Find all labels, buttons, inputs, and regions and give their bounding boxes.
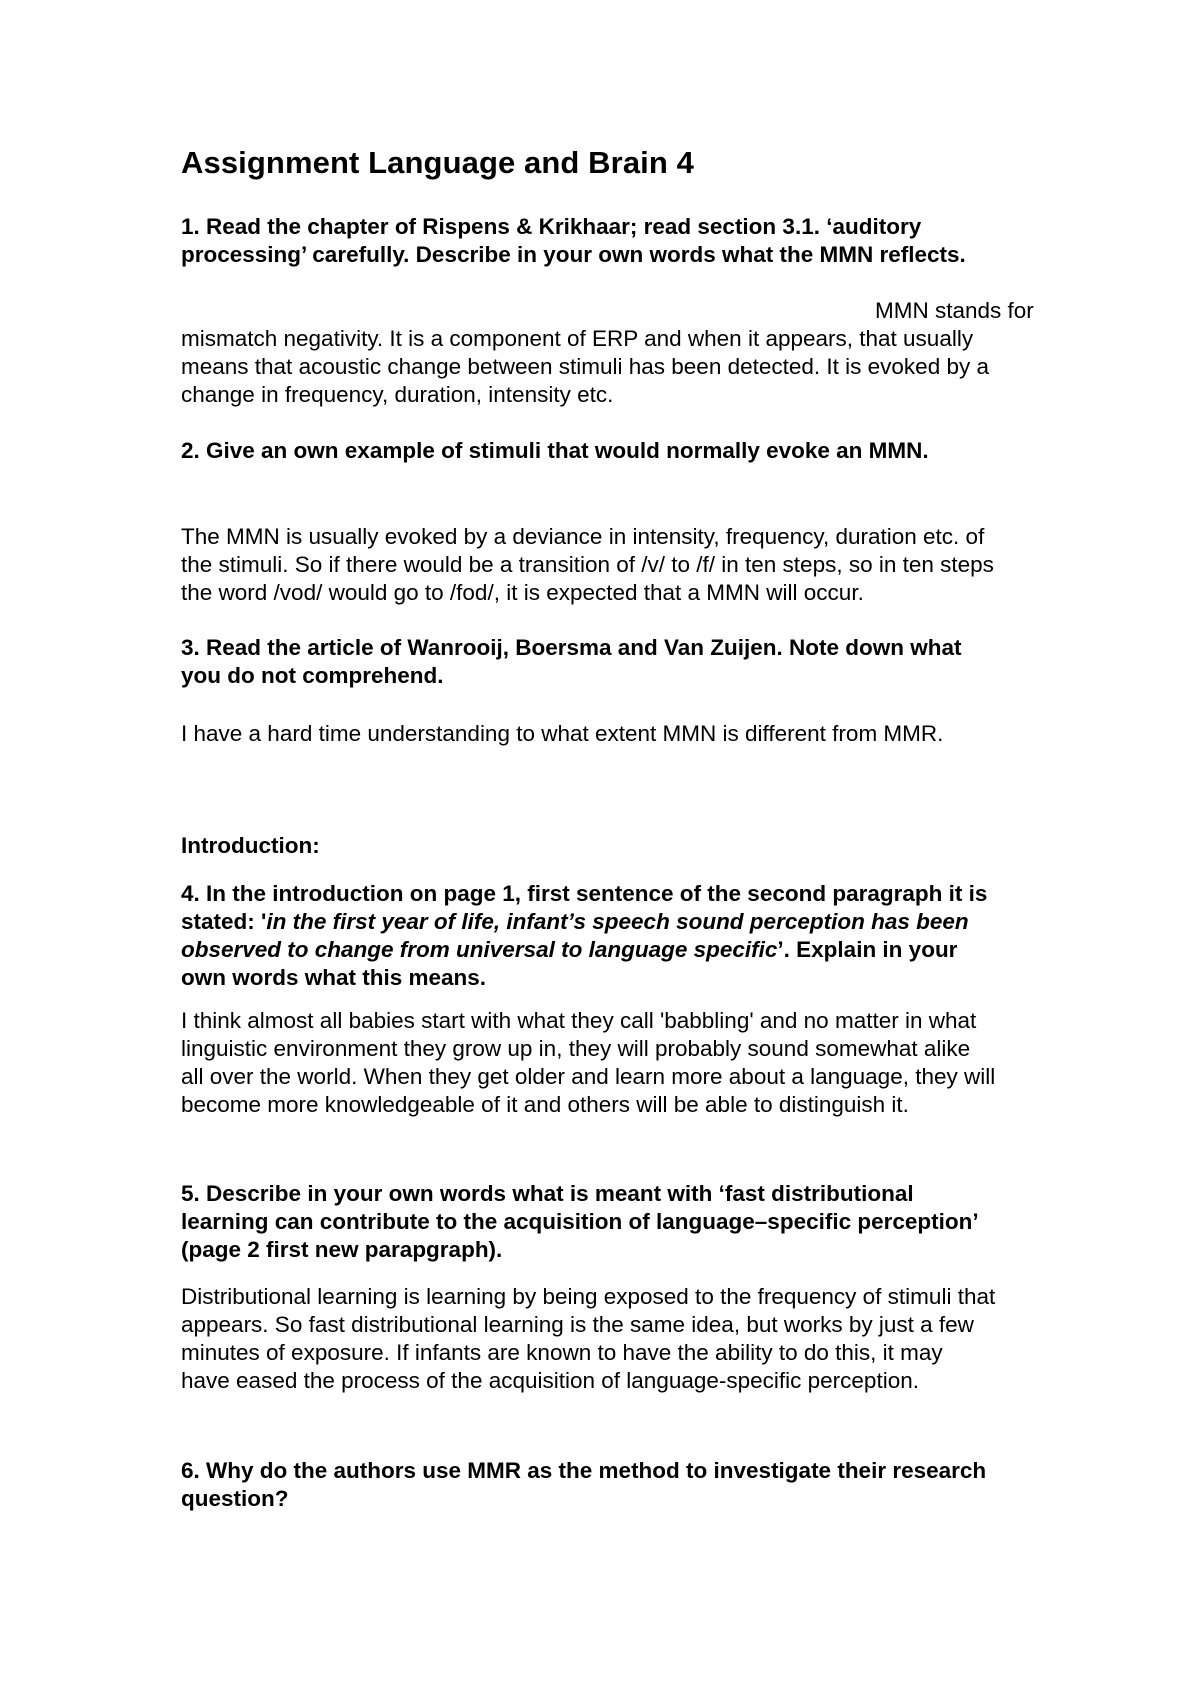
- answer-3-line: I have a hard time understanding to what extent MMN is different from MMR.: [181, 721, 944, 746]
- answer-1-lead: MMN stands for: [875, 298, 1034, 323]
- answer-5-line: appears. So fast distributional learning is the same idea, but works by just a few: [181, 1312, 974, 1337]
- question-4: [181, 880, 1081, 992]
- answer-5-line: minutes of exposure. If infants are known to have the ability to do this, it may: [181, 1340, 943, 1365]
- question-4-quote: in the first year of life, infant’s speech sound perception has been: [266, 909, 969, 934]
- question-5: [181, 1180, 1081, 1264]
- question-1-line: 1. Read the chapter of Rispens & Krikhaar; read section 3.1. ‘auditory: [181, 214, 922, 239]
- answer-5-line: Distributional learning is learning by being exposed to the frequency of stimuli that: [181, 1284, 996, 1309]
- question-4-line: [181, 936, 1081, 964]
- answer-2-line: The MMN is usually evoked by a deviance in intensity, frequency, duration etc. of: [181, 524, 985, 549]
- answer-1: [181, 297, 1081, 409]
- answer-3: [181, 720, 1081, 748]
- question-3-line: you do not comprehend.: [181, 663, 444, 688]
- question-2-line: 2. Give an own example of stimuli that would normally evoke an MMN.: [181, 438, 929, 463]
- question-4-line: 4. In the introduction on page 1, first sentence of the second paragraph it is: [181, 881, 988, 906]
- answer-2-line: the word /vod/ would go to /fod/, it is expected that a MMN will occur.: [181, 580, 864, 605]
- question-1: [181, 213, 1081, 269]
- question-4-prefix: stated: ': [181, 909, 267, 934]
- answer-4-line: all over the world. When they get older and learn more about a language, they will: [181, 1064, 996, 1089]
- question-4-quote-end: observed to change from universal to language specific: [181, 937, 778, 962]
- answer-1-line: change in frequency, duration, intensity etc.: [181, 382, 614, 407]
- answer-4-line: become more knowledgeable of it and others will be able to distinguish it.: [181, 1092, 909, 1117]
- answer-4-line: linguistic environment they grow up in, they will probably sound somewhat alike: [181, 1036, 971, 1061]
- section-heading-text: Introduction:: [181, 833, 320, 858]
- answer-5: [181, 1283, 1081, 1395]
- answer-2: [181, 523, 1081, 607]
- question-5-line: learning can contribute to the acquisition of language–specific perception’: [181, 1209, 979, 1234]
- question-4-line: [181, 908, 1081, 936]
- answer-2-line: the stimuli. So if there would be a transition of /v/ to /f/ in ten steps, so in ten steps: [181, 552, 994, 577]
- answer-4-line: I think almost all babies start with what they call 'babbling' and no matter in what: [181, 1008, 977, 1033]
- question-5-line: 5. Describe in your own words what is meant with ‘fast distributional: [181, 1181, 914, 1206]
- question-4-suffix: ’. Explain in your: [777, 937, 958, 962]
- question-6-line: 6. Why do the authors use MMR as the method to investigate their research: [181, 1458, 987, 1483]
- question-5-line: (page 2 first new parapgraph).: [181, 1237, 503, 1262]
- question-2: [181, 437, 1081, 465]
- question-6-line: question?: [181, 1486, 289, 1511]
- section-heading-introduction: [181, 832, 1081, 860]
- answer-1-line: mismatch negativity. It is a component of ERP and when it appears, that usually: [181, 326, 974, 351]
- question-4-line: own words what this means.: [181, 965, 487, 990]
- question-3-line: 3. Read the article of Wanrooij, Boersma and Van Zuijen. Note down what: [181, 635, 962, 660]
- document-title: Assignment Language and Brain 4: [181, 145, 694, 180]
- answer-1-line: means that acoustic change between stimuli has been detected. It is evoked by a: [181, 354, 989, 379]
- question-1-line: processing’ carefully. Describe in your own words what the MMN reflects.: [181, 242, 966, 267]
- question-3: [181, 634, 1081, 690]
- answer-4: [181, 1007, 1081, 1119]
- question-6: [181, 1457, 1081, 1513]
- answer-5-line: have eased the process of the acquisition of language-specific perception.: [181, 1368, 919, 1393]
